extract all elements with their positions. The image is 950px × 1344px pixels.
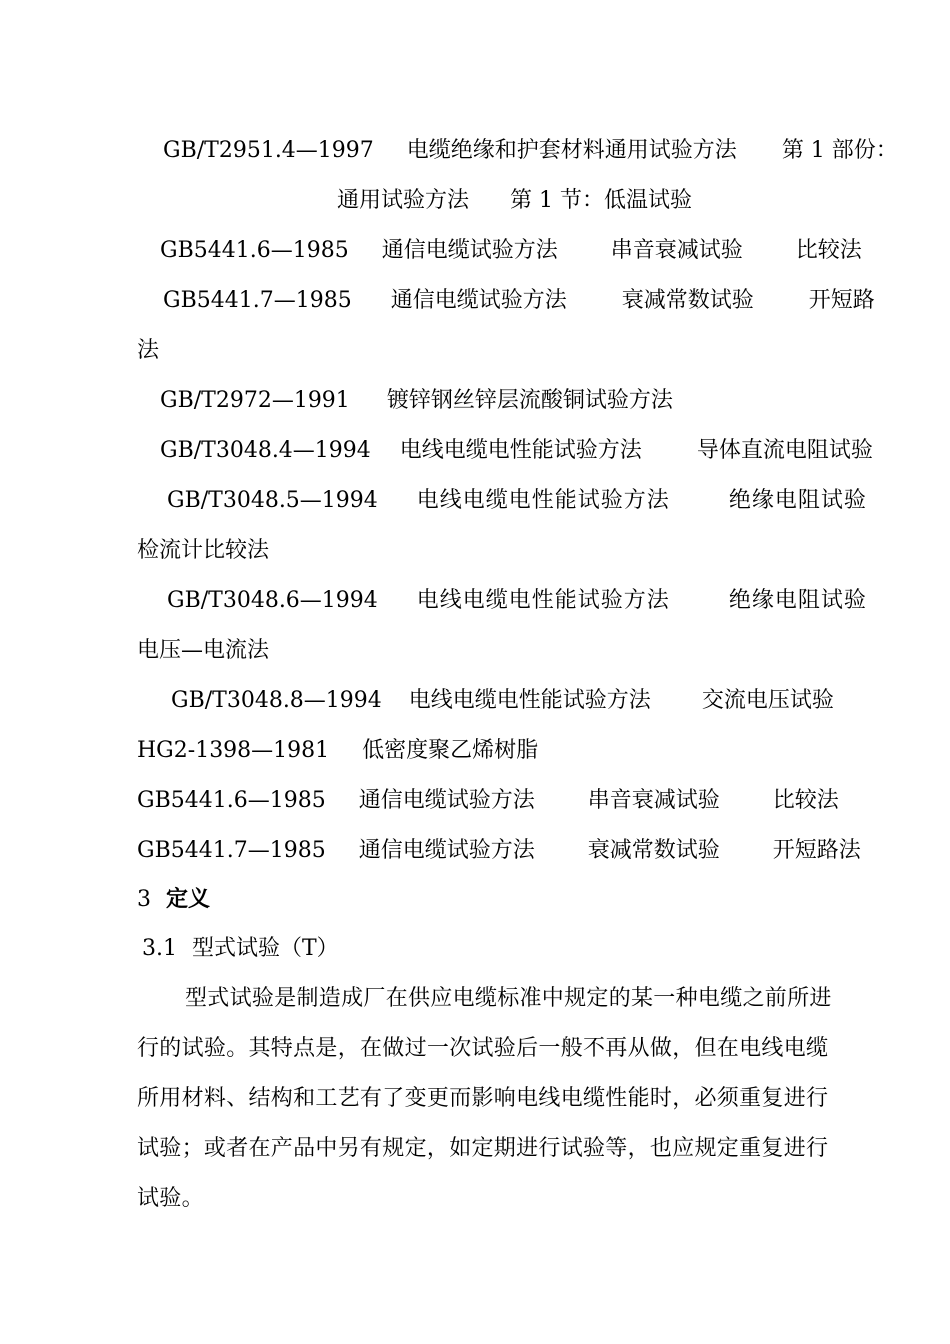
standard-method: 电压—电流法 [137, 638, 270, 663]
standard-title: 电线电缆电性能试验方法 [416, 588, 670, 613]
standard-part: 第 1 节：低温试验 [510, 188, 692, 213]
reference-continuation [137, 636, 269, 666]
standard-title: 通信电缆试验方法 [381, 238, 558, 263]
standard-method: 开短路法 [772, 838, 861, 863]
standard-method: 比较法 [795, 238, 862, 263]
standard-title: 通信电缆试验方法 [390, 288, 567, 313]
section-heading [137, 884, 210, 915]
reference-line [137, 836, 861, 866]
standard-part: 交流电压试验 [701, 688, 834, 713]
paragraph-line: 试验。 [137, 1186, 204, 1211]
standard-part: 绝缘电阻试验 [728, 588, 867, 613]
subsection-heading [142, 934, 339, 964]
section-number: 3 [137, 887, 151, 912]
section-title: 定义 [166, 886, 211, 912]
reference-line [163, 136, 898, 166]
standard-code: GB5441.7—1985 [137, 838, 326, 863]
standard-part: 导体直流电阻试验 [696, 438, 873, 463]
standard-title: 电线电缆电性能试验方法 [408, 688, 651, 713]
reference-line [171, 686, 834, 716]
standard-code: GB/T2972—1991 [160, 388, 350, 413]
paragraph-line: 型式试验是制造成厂在供应电缆标准中规定的某一种电缆之前所进 [185, 986, 832, 1011]
standard-code: GB/T2951.4—1997 [163, 138, 374, 163]
reference-line [160, 386, 673, 416]
standard-part: 第 1 部份： [781, 138, 898, 163]
standard-code: GB5441.7—1985 [163, 288, 352, 313]
standard-title: 低密度聚乙烯树脂 [362, 738, 539, 763]
standard-part: 绝缘电阻试验 [728, 488, 867, 513]
standard-method: 比较法 [772, 788, 839, 813]
standard-code: GB/T3048.5—1994 [167, 488, 378, 513]
standard-title: 电线电缆电性能试验方法 [399, 438, 642, 463]
reference-continuation [337, 186, 692, 216]
standard-title: 通信电缆试验方法 [358, 788, 535, 813]
reference-line [163, 286, 875, 316]
reference-line [137, 736, 538, 766]
standard-part: 串音衰减试验 [610, 238, 743, 263]
standard-title: 通信电缆试验方法 [358, 838, 535, 863]
standard-title: 通用试验方法 [337, 188, 470, 213]
standard-method: 检流计比较法 [137, 538, 270, 563]
subsection-title: 型式试验（T） [192, 936, 339, 961]
subsection-number: 3.1 [142, 936, 177, 961]
standard-part: 衰减常数试验 [621, 288, 754, 313]
standard-code: GB/T3048.4—1994 [160, 438, 371, 463]
standard-method: 法 [137, 338, 160, 363]
standard-code: GB/T3048.6—1994 [167, 588, 378, 613]
reference-line [167, 486, 867, 516]
standard-code: GB5441.6—1985 [137, 788, 326, 813]
standard-part: 衰减常数试验 [587, 838, 720, 863]
standard-title: 镀锌钢丝锌层流酸铜试验方法 [386, 388, 673, 413]
paragraph-line: 行的试验。其特点是，在做过一次试验后一般不再从做，但在电线电缆 [137, 1036, 829, 1061]
standard-method: 开短路 [808, 288, 875, 313]
paragraph-line: 所用材料、结构和工艺有了变更而影响电线电缆性能时，必须重复进行 [137, 1086, 829, 1111]
paragraph-line: 试验；或者在产品中另有规定，如定期进行试验等，也应规定重复进行 [137, 1136, 829, 1161]
standard-part: 串音衰减试验 [587, 788, 720, 813]
reference-line [137, 786, 839, 816]
standard-code: GB/T3048.8—1994 [171, 688, 382, 713]
standard-code: GB5441.6—1985 [160, 238, 349, 263]
reference-line [160, 436, 873, 466]
reference-continuation [137, 336, 159, 366]
reference-line [167, 586, 867, 616]
reference-continuation [137, 536, 269, 566]
reference-line [160, 236, 862, 266]
standard-code: HG2-1398—1981 [137, 738, 330, 763]
standard-title: 电线电缆电性能试验方法 [416, 488, 670, 513]
standard-title: 电缆绝缘和护套材料通用试验方法 [406, 138, 737, 163]
